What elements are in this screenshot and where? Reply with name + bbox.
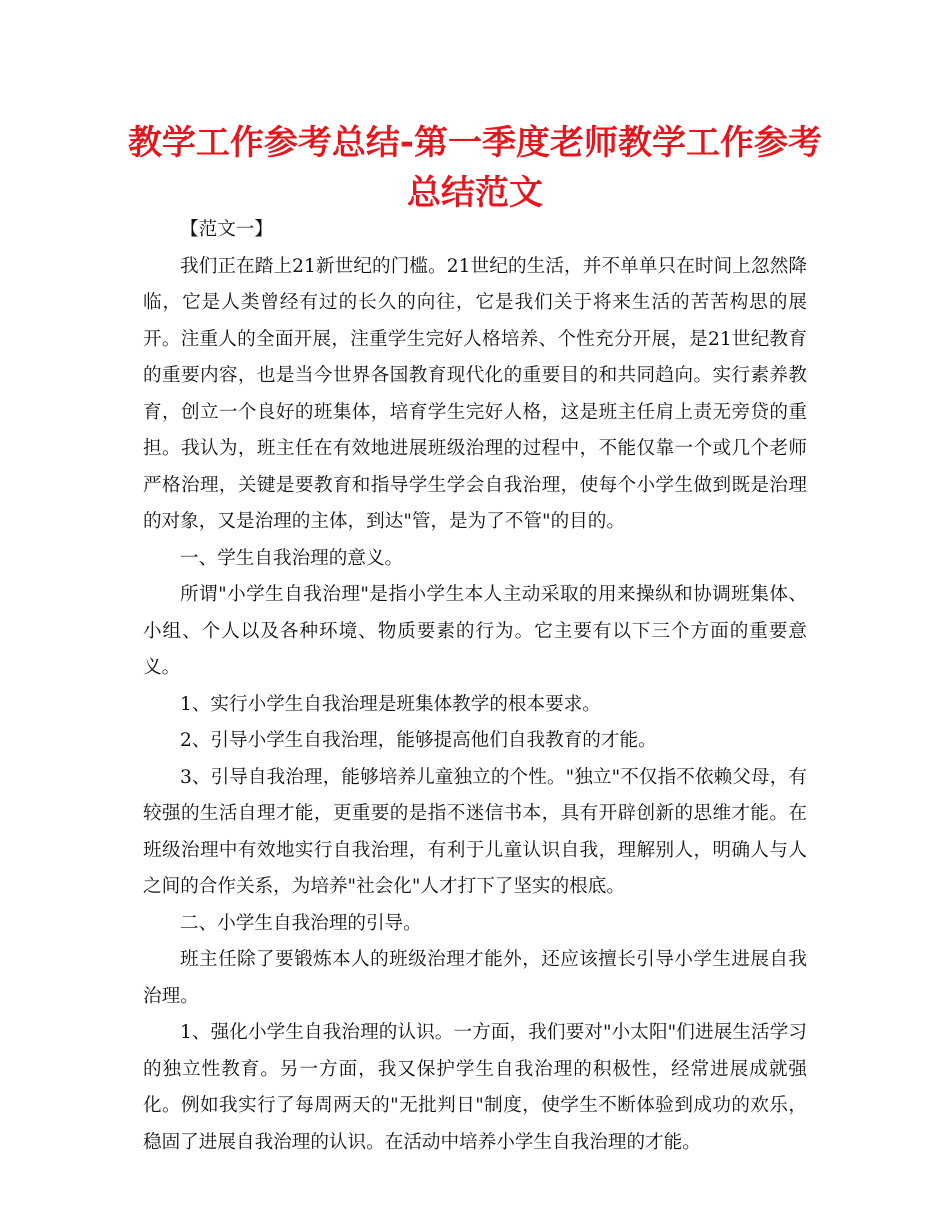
paragraph-heading-sample-one: 【范文一】 [180, 219, 273, 240]
document-title: 教学工作参考总结-第一季度老师教学工作参考总结范文 [127, 123, 823, 213]
paragraph-teacher-guidance: 班主任除了要锻炼本人的班级治理才能外，还应该擅长引导小学生进展自我治理。 [143, 949, 807, 1007]
paragraph-definition: 所谓"小学生自我治理"是指小学生本人主动采取的用来操纵和协调班集体、小组、个人以及各种环境、物质要素的行为。它主要有以下三个方面的重要意义。 [143, 584, 807, 678]
document-body [143, 212, 807, 1161]
paragraph-intro: 我们正在踏上21新世纪的门槛。21世纪的生活，并不单单只在时间上忽然降临，它是人类曾经有过的长久的向往，它是我们关于将来生活的苦苦构思的展开。注重人的全面开展，注重学生完好人格培养、个性充分开展，是21世纪教育的重要内容，也是当今世界各国教育现代化的重要目的和共同趋向。实行素养教育，创立一个良好的班集体，培育学生完好人格，这是班主任肩上责无旁贷的重担。我认为，班主任在有效地进展班级治理的过程中，不能仅靠一个或几个老师严格治理，关键是要教育和指导学生学会自我治理，使每个小学生做到既是治理的对象，又是治理的主体，到达"管，是为了不管"的目的。 [143, 255, 807, 532]
section-heading-one: 一、学生自我治理的意义。 [180, 547, 404, 569]
list-item-1: 1、实行小学生自我治理是班集体教学的根本要求。 [180, 693, 601, 715]
section-heading-two: 二、小学生自我治理的引导。 [180, 912, 422, 934]
list-item-strengthen-awareness: 1、强化小学生自我治理的认识。一方面，我们要对"小太阳"们进展生活学习的独立性教育。另一方面，我又保护学生自我治理的积极性，经常进展成就强化。例如我实行了每周两天的"无批判日"制度，使学生不断体验到成功的欢乐，稳固了进展自我治理的认识。在活动中培养小学生自我治理的才能。 [143, 1022, 807, 1153]
list-item-3: 3、引导自我治理，能够培养儿童独立的个性。"独立"不仅指不依赖父母，有较强的生活自理才能，更重要的是指不迷信书本，具有开辟创新的思维才能。在班级治理中有效地实行自我治理，有利于儿童认识自我，理解别人，明确人与人之间的合作关系，为培养"社会化"人才打下了坚实的根底。 [143, 766, 807, 897]
list-item-2: 2、引导小学生自我治理，能够提高他们自我教育的才能。 [180, 730, 657, 751]
